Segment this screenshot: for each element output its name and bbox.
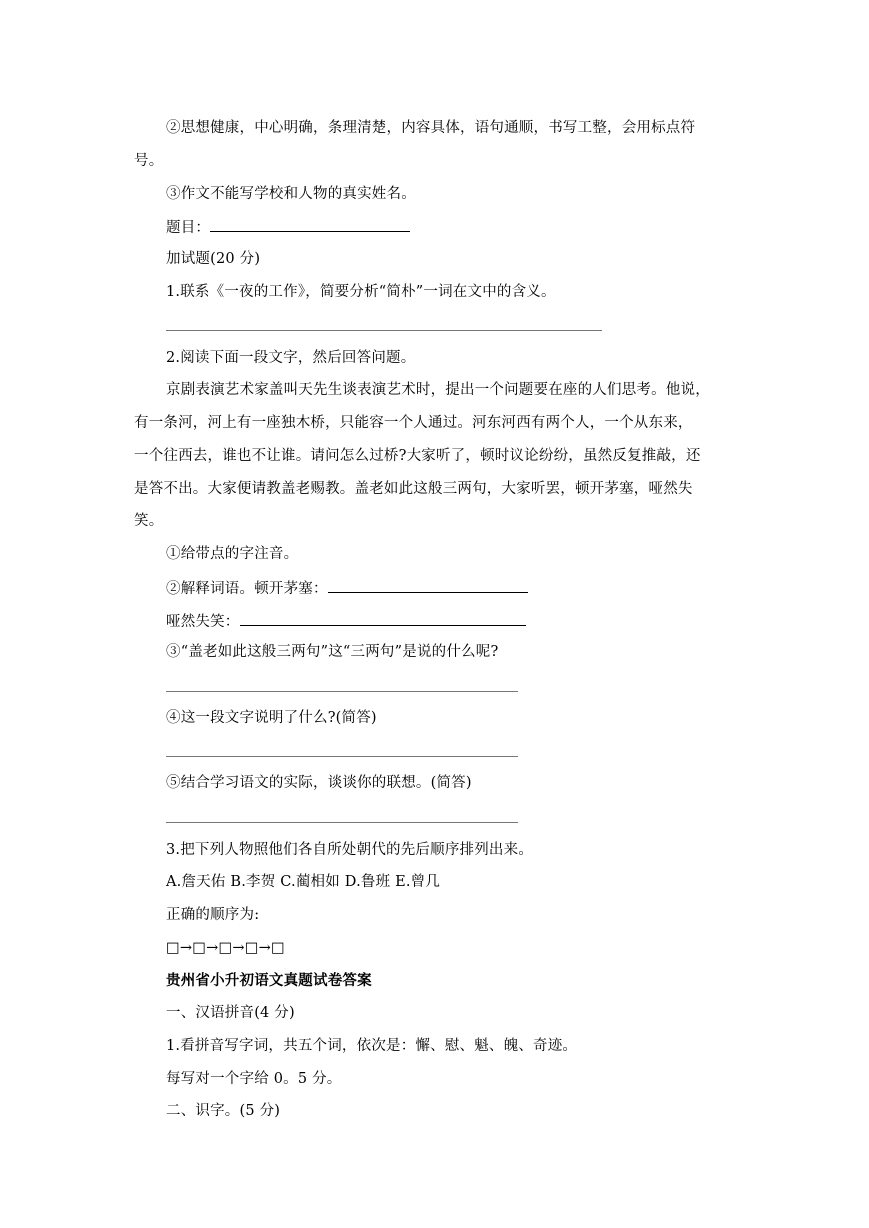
passage-line-2: 有一条河，河上有一座独木桥，只能容一个人通过。河东河西有两个人，一个从东来，	[134, 415, 693, 431]
answer-section-1: 一、汉语拼音(4 分)	[166, 1005, 295, 1021]
title-field-line	[166, 216, 410, 238]
sub-question-3: ③“盖老如此这般三两句”这“三两句”是说的什么呢?	[166, 644, 499, 660]
order-label: 正确的顺序为:	[166, 907, 260, 923]
answer-line-5[interactable]	[166, 822, 518, 823]
people-options: A.詹天佑 B.李贺 C.蔺相如 D.鲁班 E.曾几	[166, 874, 441, 890]
bonus-question-1: 1.联系《一夜的工作》，简要分析“简朴”一词在文中的含义。	[166, 284, 556, 300]
passage-line-5: 笑。	[134, 513, 164, 529]
ya-ran-shi-xiao-label: 哑然失笑：	[166, 614, 240, 630]
answer-section-2: 二、识字。(5 分)	[166, 1103, 281, 1119]
requirement-3: ③作文不能写学校和人物的真实姓名。	[166, 186, 416, 202]
answer-1-scoring: 每写对一个字给 0。5 分。	[166, 1071, 342, 1087]
sub-question-2-label: ②解释词语。顿开茅塞：	[166, 581, 328, 597]
sub-question-4: ④这一段文字说明了什么?(简答)	[166, 710, 377, 726]
passage-line-1: 京剧表演艺术家盖叫天先生谈表演艺术时，提出一个问题要在座的人们思考。他说，	[166, 382, 710, 398]
bonus-question-2: 2.阅读下面一段文字，然后回答问题。	[166, 350, 416, 366]
title-label: 题目：	[166, 220, 211, 236]
passage-line-4: 是答不出。大家便请教盖老赐教。盖老如此这般三两句，大家听罢，顿开茅塞，哑然失	[134, 481, 693, 497]
order-boxes[interactable]: □→□→□→□→□	[166, 940, 285, 956]
sub-question-5: ⑤结合学习语文的实际，谈谈你的联想。(简答)	[166, 775, 472, 791]
bonus-question-3: 3.把下列人物照他们各自所处朝代的先后顺序排列出来。	[166, 842, 534, 858]
sub-question-2b	[166, 610, 526, 632]
requirement-2-line-1: ②思想健康，中心明确，条理清楚，内容具体，语句通顺，书写工整，会用标点符	[166, 120, 696, 136]
bonus-heading: 加试题(20 分)	[166, 251, 261, 267]
ya-ran-shi-xiao-blank[interactable]	[240, 610, 526, 626]
sub-question-1: ①给带点的字注音。	[166, 546, 299, 562]
answers-heading: 贵州省小升初语文真题试卷答案	[166, 972, 372, 989]
sub-question-2	[166, 577, 528, 599]
answer-line-3[interactable]	[166, 691, 518, 692]
answer-line-1[interactable]	[166, 330, 602, 331]
passage-line-3: 一个往西去，谁也不让谁。请问怎么过桥?大家听了，顿时议论纷纷，虽然反复推敲，还	[134, 448, 701, 464]
title-blank[interactable]	[210, 216, 410, 232]
dun-kai-mao-se-blank[interactable]	[328, 577, 528, 593]
answer-line-4[interactable]	[166, 756, 518, 757]
requirement-2-line-2: 号。	[134, 153, 164, 169]
answer-1: 1.看拼音写字词，共五个词，依次是：懈、慰、魁、魄、奇迹。	[166, 1038, 578, 1054]
